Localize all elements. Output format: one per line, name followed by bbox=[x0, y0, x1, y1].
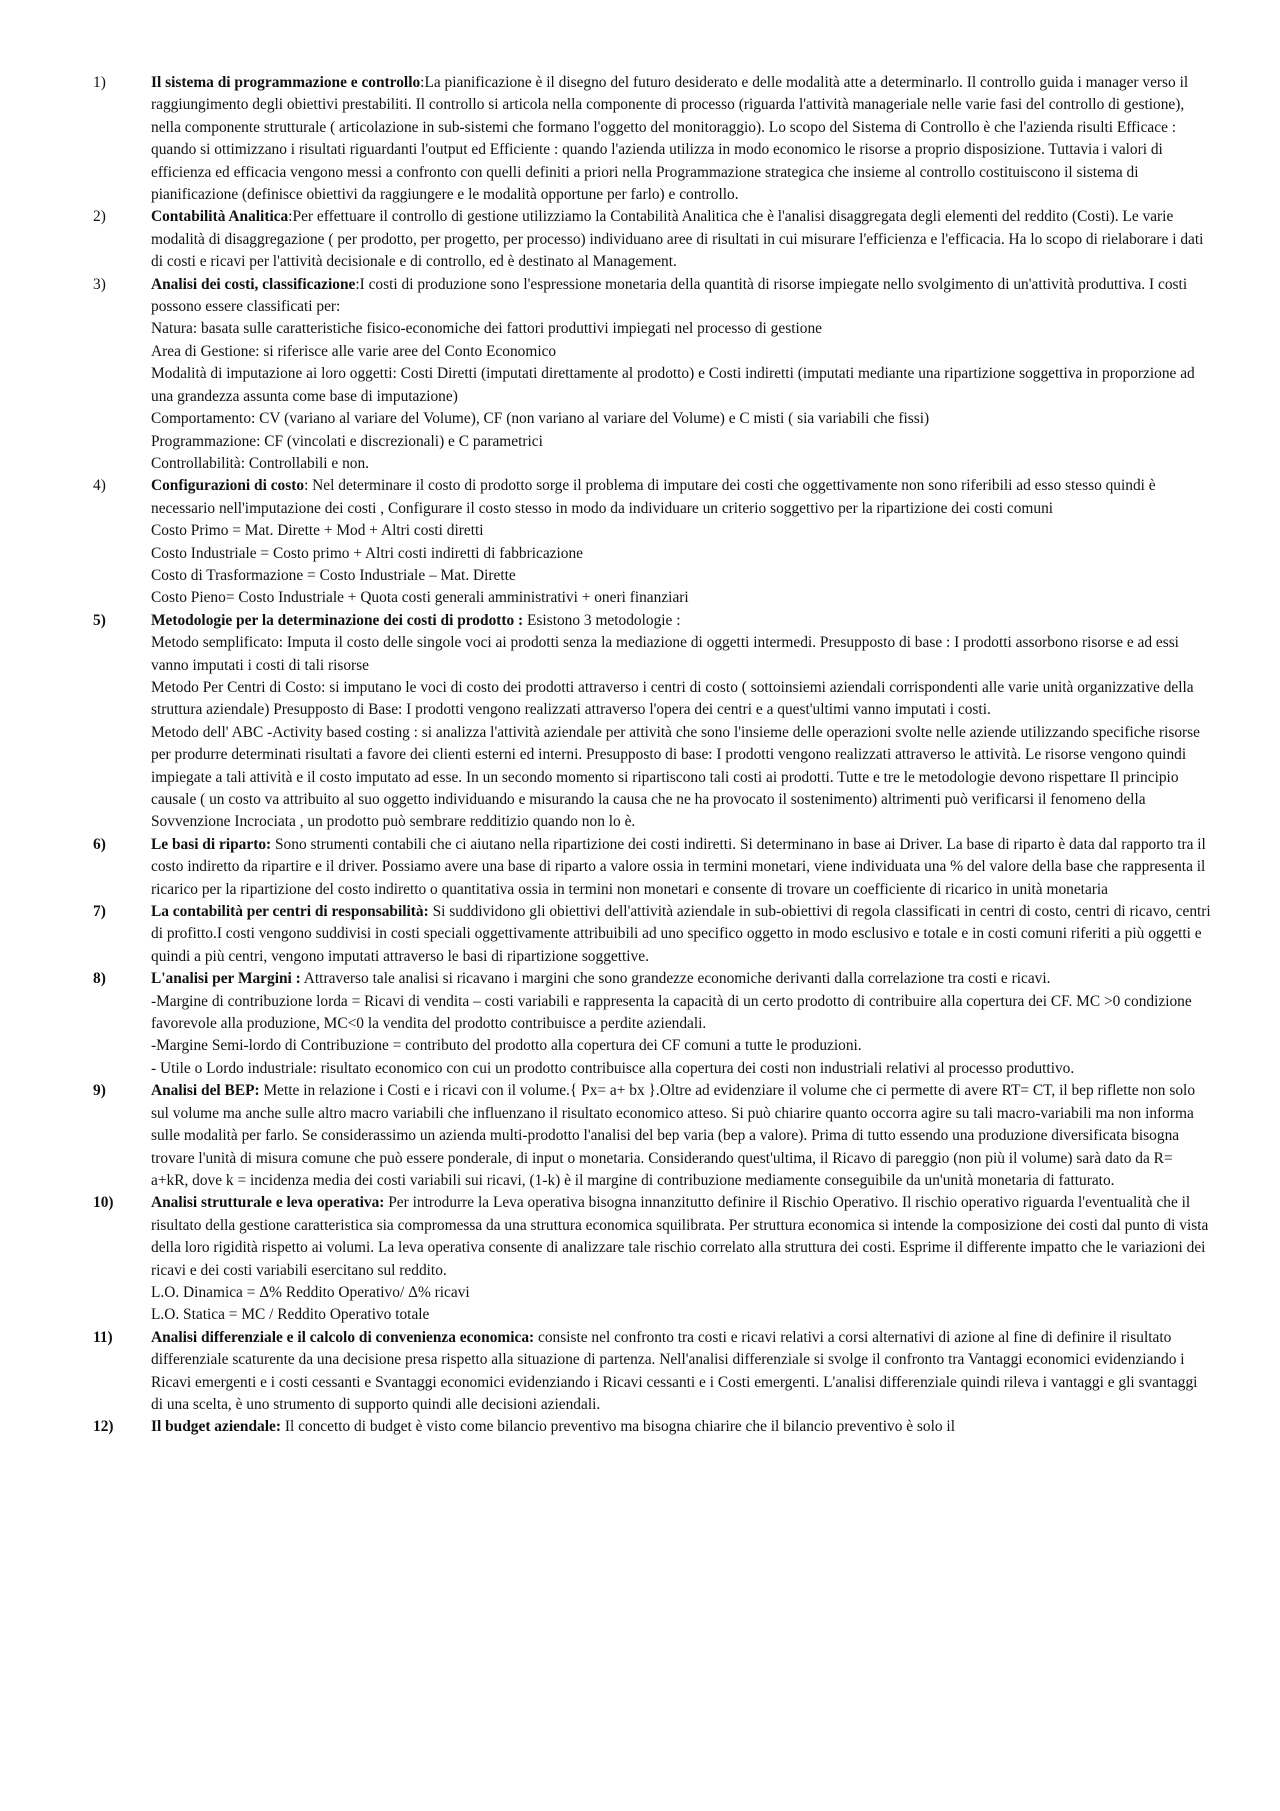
section-body bbox=[151, 1416, 1211, 1438]
section-heading: La contabilità per centri di responsabilità: bbox=[151, 903, 429, 921]
section-paragraph bbox=[151, 1080, 1211, 1192]
section-number: 9) bbox=[93, 1082, 106, 1100]
section-line: L.O. Dinamica = Δ% Reddito Operativo/ Δ% ricavi bbox=[151, 1283, 470, 1301]
section-text: Si suddividono gli obiettivi dell'attività aziendale in sub-obiettivi di regola classificati in centri di costo, centri di ricavo, centri di profitto.I costi vengono suddivisi in costi speciali oggettivamente attribuibili ad uno specifico oggetto in modo esclusivo e totale e in costi comuni riferiti a più oggetti e quindi a più centri, vengono imputati attraverso le basi di ripartizione soggettive. bbox=[151, 903, 1211, 965]
section-line: Modalità di imputazione ai loro oggetti: Costi Diretti (imputati direttamente al prodotto) e Costi indiretti (imputati mediante una ripartizione soggettiva in proporzione ad una grandezza assunta come base di imputazione) bbox=[151, 365, 1195, 405]
section-text: :La pianificazione è il disegno del futuro desiderato e delle modalità atte a determinarlo. Il controllo guida i manager verso il raggiungimento degli obiettivi prestabiliti. Il controllo si articola nella componente di processo (riguarda l'attività manageriale nelle varie fasi del controllo di gestione), nella componente strutturale ( articolazione in sub-sistemi che formano l'oggetto del monitoraggio). Lo scopo del Sistema di Controllo è che l'azienda risulti Efficace : quando si ottimizzano i risultati riguardanti l'output ed Efficiente : quando l'azienda utilizza in modo economico le risorse a proprio disposizione. Tuttavia i valori di efficienza ed efficacia vengono messi a confronto con quelli definiti a priori nella Programmazione strategica che insieme al controllo costituiscono il sistema di pianificazione (definisce obiettivi da raggiungere e le modalità opportune per farlo) e controllo. bbox=[151, 74, 1189, 204]
section-number: 5) bbox=[93, 611, 106, 629]
section-line: Programmazione: CF (vincolati e discrezionali) e C parametrici bbox=[151, 432, 543, 450]
section-number: 3) bbox=[93, 275, 106, 293]
section-heading: Analisi differenziale e il calcolo di convenienza economica: bbox=[151, 1328, 535, 1346]
section-paragraph bbox=[151, 968, 1211, 990]
section-heading: Il sistema di programmazione e controllo bbox=[151, 74, 421, 91]
section-number: 2) bbox=[93, 208, 106, 226]
section-3 bbox=[93, 274, 1211, 476]
section-paragraph bbox=[151, 274, 1211, 319]
section-8 bbox=[93, 968, 1211, 1080]
section-heading: Le basi di riparto: bbox=[151, 835, 272, 853]
section-number: 7) bbox=[93, 903, 106, 921]
section-number: 1) bbox=[93, 74, 106, 91]
section-2 bbox=[93, 206, 1211, 273]
section-paragraph bbox=[151, 72, 1211, 206]
section-10 bbox=[93, 1192, 1211, 1326]
section-heading: Analisi strutturale e leva operativa: bbox=[151, 1194, 385, 1212]
section-heading: Metodologie per la determinazione dei costi di prodotto : bbox=[151, 611, 524, 629]
document-page bbox=[93, 72, 1211, 1439]
section-text: Per introdurre la Leva operativa bisogna innanzitutto definire il Rischio Operativo. Il rischio operativo riguarda l'eventualità che il risultato della gestione caratteristica sia compromessa da una struttura economica squilibrata. Per struttura economica si intende la composizione dei costi dal punto di vista della loro rigidità rispetto ai volumi. La leva operativa consente di analizzare tale rischio correlato alla struttura dei costi. Esprime il differente impatto che le variazioni dei ricavi e dei costi variabili esercitano sul reddito. bbox=[151, 1194, 1209, 1279]
section-line: -Margine di contribuzione lorda = Ricavi di vendita – costi variabili e rappresenta la capacità di un certo prodotto di contribuire alla copertura dei CF. MC >0 condizione favorevole alla produzione, MC<0 la vendita del prodotto contribuisce a perdite aziendali. bbox=[151, 992, 1192, 1033]
section-body bbox=[151, 968, 1211, 1080]
section-text: Attraverso tale analisi si ricavano i margini che sono grandezze economiche derivanti dalla correlazione tra costi e ricavi. bbox=[300, 970, 1051, 988]
section-1 bbox=[93, 72, 1211, 206]
section-number: 12) bbox=[93, 1418, 114, 1436]
section-body bbox=[151, 72, 1211, 206]
section-paragraph bbox=[151, 206, 1211, 273]
section-5 bbox=[93, 610, 1211, 834]
section-line: Area di Gestione: si riferisce alle varie aree del Conto Economico bbox=[151, 342, 557, 360]
section-text: consiste nel confronto tra costi e ricavi relativi a corsi alternativi di azione al fine di definire il risultato differenziale scaturente da una decisione presa rispetto alla situazione di partenza. Nell'analisi differenziale si svolge il confronto tra Vantaggi economici evidenziando i Ricavi emergenti e i costi cessanti e Svantaggi economici evidenziando i Ricavi cessanti e i Costi emergenti. L'analisi differenziale quindi rileva i vantaggi e gli svantaggi di una scelta, è uno strumento di supporto quindi alle decisioni aziendali. bbox=[151, 1328, 1198, 1413]
section-body bbox=[151, 610, 1211, 834]
section-7 bbox=[93, 901, 1211, 968]
section-line: L.O. Statica = MC / Reddito Operativo totale bbox=[151, 1306, 430, 1324]
section-heading: Il budget aziendale: bbox=[151, 1418, 281, 1436]
section-line: Costo di Trasformazione = Costo Industriale – Mat. Dirette bbox=[151, 566, 516, 584]
section-9 bbox=[93, 1080, 1211, 1192]
section-line: Costo Pieno= Costo Industriale + Quota costi generali amministrativi + oneri finanziari bbox=[151, 589, 689, 607]
section-number: 10) bbox=[93, 1194, 114, 1212]
section-line: Costo Industriale = Costo primo + Altri costi indiretti di fabbricazione bbox=[151, 544, 583, 562]
section-number: 8) bbox=[93, 970, 106, 988]
section-number: 11) bbox=[93, 1328, 113, 1346]
section-heading: Analisi del BEP: bbox=[151, 1082, 260, 1100]
section-body bbox=[151, 901, 1211, 968]
section-line: Costo Primo = Mat. Dirette + Mod + Altri costi diretti bbox=[151, 522, 484, 540]
section-paragraph bbox=[151, 1416, 1211, 1438]
section-body bbox=[151, 1327, 1211, 1417]
section-line: Natura: basata sulle caratteristiche fisico-economiche dei fattori produttivi impiegati nel processo di gestione bbox=[151, 320, 822, 338]
section-line: Controllabilità: Controllabili e non. bbox=[151, 454, 370, 472]
section-line: Metodo semplificato: Imputa il costo delle singole voci ai prodotti senza la mediazione di oggetti intermedi. Presupposto di base : I prodotti assorbono risorse e ad essi vanno imputati i costi di tali risorse bbox=[151, 634, 1179, 674]
section-paragraph bbox=[151, 901, 1211, 968]
section-heading: Contabilità Analitica bbox=[151, 208, 289, 226]
section-text: Esistono 3 metodologie : bbox=[523, 611, 681, 629]
section-paragraph bbox=[151, 1327, 1211, 1417]
section-line: - Utile o Lordo industriale: risultato economico con cui un prodotto contribuisce alla copertura dei costi non industriali relativi al processo produttivo. bbox=[151, 1059, 1075, 1077]
section-line: -Margine Semi-lordo di Contribuzione = contributo del prodotto alla copertura dei CF comuni a tutte le produzioni. bbox=[151, 1037, 862, 1055]
section-text: : Nel determinare il costo di prodotto sorge il problema di imputare dei costi che oggettivamente non sono riferibili ad esso stesso quindi è necessario nell'imputazione dei costi , Configurare il costo stesso in modo da individuare un criterio soggettivo per la ripartizione dei costi comuni bbox=[151, 477, 1156, 517]
section-11 bbox=[93, 1327, 1211, 1417]
section-12 bbox=[93, 1416, 1211, 1438]
section-paragraph bbox=[151, 1192, 1211, 1282]
section-heading: L'analisi per Margini : bbox=[151, 970, 301, 988]
section-text: :Per effettuare il controllo di gestione utilizziamo la Contabilità Analitica che è l'analisi disaggregata degli elementi del reddito (Costi). Le varie modalità di disaggregazione ( per prodotto, per progetto, per processo) individuano aree di risultati in cui misurare l'efficienza e l'efficacia. Ha lo scopo di rielaborare i dati di costi e ricavi per l'attività decisionale e di controllo, ed è destinato al Management. bbox=[151, 208, 1204, 271]
section-line: Metodo Per Centri di Costo: si imputano le voci di costo dei prodotti attraverso i centri di costo ( sottoinsiemi aziendali corrispondenti alle varie unità organizzative della struttura aziendale) Presupposto di Base: I prodotti vengono realizzati attraverso l'opera dei centri e a quest'ultimi vanno imputati i costi. bbox=[151, 678, 1194, 719]
section-text: :I costi di produzione sono l'espressione monetaria della quantità di risorse impiegate nello svolgimento di un'attività produttiva. I costi possono essere classificati per: bbox=[151, 275, 1188, 316]
section-paragraph bbox=[151, 475, 1211, 520]
section-4 bbox=[93, 475, 1211, 609]
section-body bbox=[151, 274, 1211, 476]
section-number: 4) bbox=[93, 477, 106, 495]
section-body bbox=[151, 206, 1211, 273]
section-body bbox=[151, 1080, 1211, 1192]
section-text: Sono strumenti contabili che ci aiutano nella ripartizione dei costi indiretti. Si determinano in base ai Driver. La base di riparto è data dal rapporto tra il costo indiretto da ripartire e il driver. Possiamo avere una base di riparto a valore ossia in termini monetari, viene individuata una % del valore della base che rappresenta il ricarico per la ripartizione del costo indiretto o quantitativa ossia in termini non monetari e consente di trovare un coefficiente di ricarico in unità monetaria bbox=[151, 835, 1206, 898]
section-line: Metodo dell' ABC -Activity based costing : si analizza l'attività aziendale per attività che sono l'insieme delle operazioni svolte nelle aziende utilizzando specifiche risorse per produrre determinati risultati a favore dei clienti esterni ed interni. Presupposto di base: I prodotti vengono realizzati attraverso le attività. Le risorse vengono quindi impiegate a tali attività e il costo imputato ad esse. In un secondo momento si ripartiscono tali costi ai prodotti. Tutte e tre le metodologie devono rispettare Il principio causale ( un costo va attribuito al suo oggetto individuando e misurando la causa che ne ha provocato il sostenimento) altrimenti può verificarsi il fenomeno della Sovvenzione Incrociata , un prodotto può sembrare redditizio quando non lo è. bbox=[151, 723, 1200, 831]
section-body bbox=[151, 834, 1211, 901]
section-body bbox=[151, 1192, 1211, 1326]
section-line: Comportamento: CV (variano al variare del Volume), CF (non variano al variare del Volume) e C misti ( sia variabili che fissi) bbox=[151, 410, 930, 428]
section-number: 6) bbox=[93, 835, 106, 853]
section-heading: Configurazioni di costo bbox=[151, 477, 305, 495]
section-text: Mette in relazione i Costi e i ricavi con il volume.{ Px= a+ bx }.Oltre ad evidenziare il volume che ci permette di avere RT= CT, il bep riflette non solo sul volume ma anche sulle altro macro variabili che influenzano il risultato economico atteso. Si può chiarire quanto occorra agire su tali macro-variabili ma non informa sulle modalità per farlo. Se considerassimo un azienda multi-prodotto l'analisi del bep varia (bep a valore). Prima di tutto essendo una produzione diversificata bisogna trovare l'unità di misura comune che può essere ponderale, di input o monetaria. Considerando quest'ultima, il Ricavo di pareggio (non più il volume) sarà dato da R= a+kR, dove k = incidenza media dei costi variabili sui ricavi, (1-k) è il margine di contribuzione mediamente conseguibile da un'unità monetaria di fatturato. bbox=[151, 1082, 1196, 1189]
section-text: Il concetto di budget è visto come bilancio preventivo ma bisogna chiarire che il bilancio preventivo è solo il bbox=[280, 1418, 955, 1436]
section-body bbox=[151, 475, 1211, 609]
section-paragraph bbox=[151, 610, 1211, 632]
section-6 bbox=[93, 834, 1211, 901]
section-paragraph bbox=[151, 834, 1211, 901]
section-heading: Analisi dei costi, classificazione bbox=[151, 275, 356, 293]
